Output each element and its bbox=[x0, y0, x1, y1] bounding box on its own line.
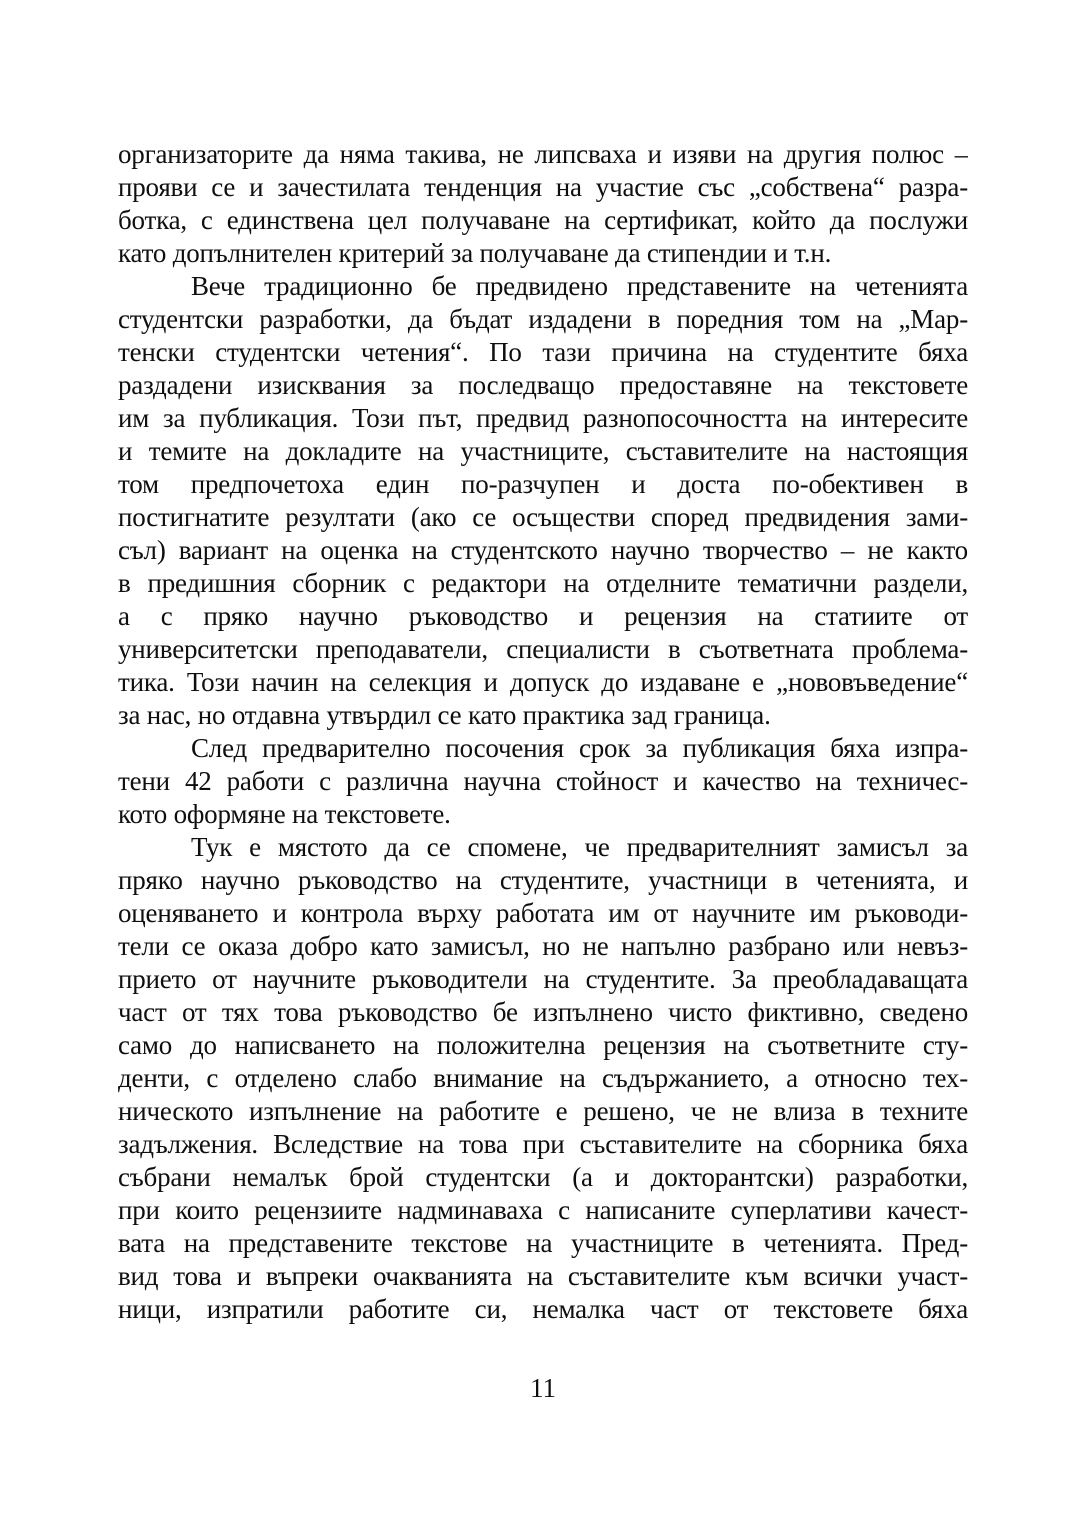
text-line: След предварително посочения срок за публикация бяха изпра- bbox=[191, 733, 968, 763]
page-number: 11 bbox=[530, 1373, 556, 1403]
text-line: постигнатите резултати (ако се осъществи според предвидения зами- bbox=[118, 502, 968, 532]
text-line: прието от научните ръководители на студентите. За преобладаващата bbox=[118, 964, 968, 994]
text-block bbox=[118, 138, 968, 1326]
text-line: само до написването на положителна рецензия на съответните сту- bbox=[118, 1030, 968, 1060]
text-line: и темите на докладите на участниците, съставителите на настоящия bbox=[118, 436, 968, 466]
text-line: тика. Този начин на селекция и допуск до издаване е „нововъведение“ bbox=[118, 667, 968, 697]
paragraph bbox=[118, 732, 968, 831]
text-line: Вече традиционно бе предвидено представените на четенията bbox=[191, 271, 968, 301]
text-line: тели се оказа добро като замисъл, но не напълно разбрано или невъз- bbox=[118, 931, 968, 961]
text-line: кото оформяне на текстовете. bbox=[118, 799, 451, 829]
text-line: задължения. Вследствие на това при съставителите на сборника бяха bbox=[118, 1129, 968, 1159]
paragraph bbox=[118, 138, 968, 270]
text-line: част от тях това ръководство бе изпълнено чисто фиктивно, сведено bbox=[118, 997, 968, 1027]
text-line: при които рецензиите надминаваха с написаните суперлативи качест- bbox=[118, 1195, 968, 1225]
text-line: тенски студентски четения“. По тази причина на студентите бяха bbox=[118, 337, 968, 367]
paragraph bbox=[118, 270, 968, 732]
text-line: университетски преподаватели, специалисти в съответната проблема- bbox=[118, 634, 968, 664]
text-line: оценяването и контрола върху работата им от научните им ръководи- bbox=[118, 898, 968, 928]
paragraph bbox=[118, 831, 968, 1326]
text-line: том предпочетоха един по-разчупен и доста по-обективен в bbox=[118, 469, 968, 499]
text-line: съл) вариант на оценка на студентското научно творчество – не както bbox=[118, 535, 968, 565]
text-line: ници, изпратили работите си, немалка част от текстовете бяха bbox=[118, 1294, 968, 1324]
text-line: Тук е мястото да се спомене, че предварителният замисъл за bbox=[191, 832, 968, 862]
text-line: ническото изпълнение на работите е решено, че не влиза в техните bbox=[118, 1096, 968, 1126]
text-line: денти, с отделено слабо внимание на съдържанието, а относно тех- bbox=[118, 1063, 968, 1093]
text-line: а с пряко научно ръководство и рецензия на статиите от bbox=[118, 601, 968, 631]
text-line: пряко научно ръководство на студентите, участници в четенията, и bbox=[118, 865, 968, 895]
text-line: за нас, но отдавна утвърдил се като практика зад граница. bbox=[118, 700, 771, 730]
text-line: студентски разработки, да бъдат издадени в поредния том на „Мар- bbox=[118, 304, 968, 334]
text-line: им за публикация. Този път, предвид разнопосочността на интересите bbox=[118, 403, 968, 433]
text-line: тени 42 работи с различна научна стойност и качество на техничес- bbox=[118, 766, 968, 796]
text-line: като допълнителен критерий за получаване да стипендии и т.н. bbox=[118, 238, 832, 268]
text-line: раздадени изисквания за последващо предоставяне на текстовете bbox=[118, 370, 968, 400]
text-line: събрани немалък брой студентски (а и докторантски) разработки, bbox=[118, 1162, 968, 1192]
text-line: прояви се и зачестилата тенденция на участие със „собствена“ разра- bbox=[118, 172, 968, 202]
text-line: ботка, с единствена цел получаване на сертификат, който да послужи bbox=[118, 205, 968, 235]
text-line: вата на представените текстове на участниците в четенията. Пред- bbox=[118, 1228, 968, 1258]
text-line: в предишния сборник с редактори на отделните тематични раздели, bbox=[118, 568, 968, 598]
text-line: организаторите да няма такива, не липсваха и изяви на другия полюс – bbox=[118, 139, 968, 169]
text-line: вид това и въпреки очакванията на съставителите към всички участ- bbox=[118, 1261, 968, 1291]
